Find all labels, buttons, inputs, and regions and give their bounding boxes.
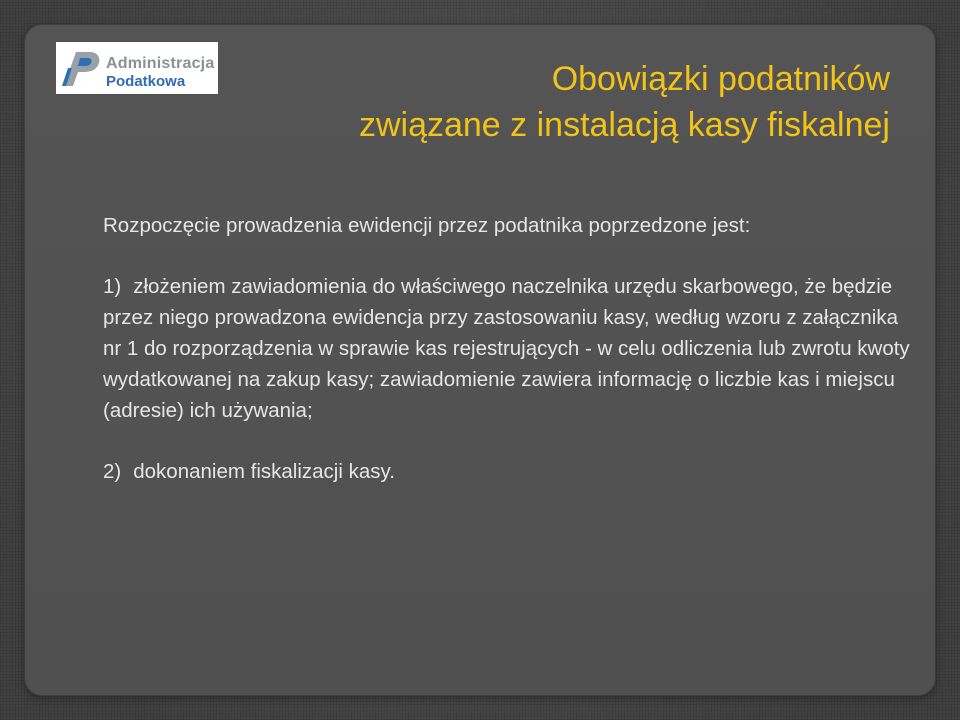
- list-item-number: 1): [103, 275, 122, 298]
- list-item: [103, 456, 913, 487]
- slide-content: [103, 210, 913, 517]
- intro-paragraph: Rozpoczęcie prowadzenia ewidencji przez podatnika poprzedzone jest:: [103, 214, 751, 237]
- list-item-number: 2): [103, 460, 122, 483]
- list-item-text: złożeniem zawiadomienia do właściwego naczelnika urzędu skarbowego, że będzie przez niego prowadzona ewidencja przy zastosowaniu kasy, według wzoru z załącznika nr 1 do rozporządzenia w sprawie kas rejestrujących - w celu odliczenia lub zwrotu kwoty wydatkowanej na zakup kasy; zawiadomienie zawiera informację o liczbie kas i miejscu (adresie) ich używania;: [103, 275, 910, 422]
- slide-title: [190, 56, 890, 148]
- list-item-text: dokonaniem fiskalizacji kasy.: [133, 460, 395, 483]
- logo-mark-icon: [60, 46, 104, 90]
- list-item: [103, 271, 913, 426]
- logo-text-administracja: Administracja: [106, 55, 215, 72]
- logo-text-podatkowa: Podatkowa: [106, 73, 186, 90]
- title-line-2: związane z instalacją kasy fiskalnej: [358, 106, 890, 144]
- title-line-1: Obowiązki podatników: [551, 60, 890, 98]
